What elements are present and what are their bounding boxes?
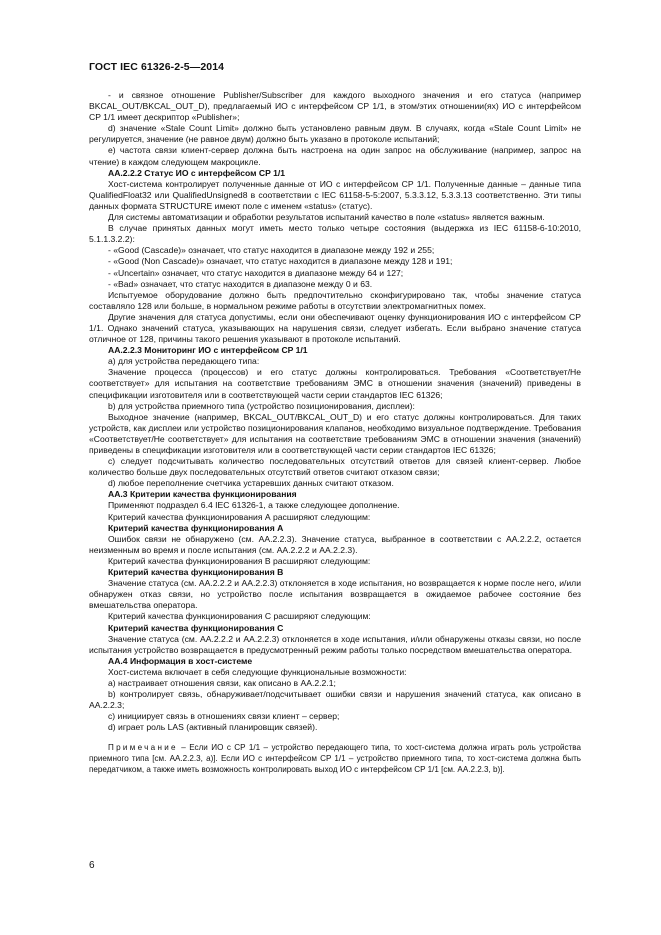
paragraph: Значение процесса (процессов) и его статус должны контролироваться. Требования «Соответствует/Не соответствует» для испытания на соответствие требованиям ЭМС в отношении значения (значений) приведены в спецификации изготовителя или в соответствующей части серии стандартов IEC 61326; [89, 367, 581, 400]
list-item: - «Good (Non Cascade)» означает, что статус находится в диапазоне между 128 и 191; [108, 256, 453, 267]
list-item-d: d) любое переполнение счетчика устаревших данных считают отказом. [108, 478, 394, 489]
list-item-c: c) следует подсчитывать количество последовательных отсутствий ответов для связей клиент-сервер. Любое количество больше двух последовательных отсутствий ответов считают отказом связи; [89, 456, 581, 478]
page-header: ГОСТ IEC 61326-2-5—2014 [89, 61, 225, 73]
list-item: - «Good (Cascade)» означает, что статус находится в диапазоне между 192 и 255; [108, 245, 435, 256]
criterion-heading-b: Критерий качества функционирования В [108, 567, 284, 578]
paragraph: Хост-система контролирует полученные данные от ИО с интерфейсом CP 1/1. Полученные данные – данные типа QualifiedFloat32 или QualifiedUnsigned8 в соответствии с IEC 61158-5-5:2007, 5.3.3.12, 5.3.3.13 соответственно. Эти типы данных формата STRUCTURE имеют поле с именем «status» (статус). [89, 178, 581, 211]
note [89, 743, 581, 775]
list-item-e: e) частота связи клиент-сервер должна быть настроена на один запрос на обслуживание (например, запрос на чтение) в каждом следующем макроцикле. [89, 145, 581, 167]
paragraph: Значение статуса (см. АА.2.2.2 и АА.2.2.3) отклоняется в ходе испытания, и/или обнаружены отказы связи, но после испытания устройство возвращается в предусмотренный режим работы только посредством вмешательства оператора. [89, 633, 581, 655]
list-item-a: a) для устройства передающего типа: [108, 356, 260, 367]
paragraph: Ошибок связи не обнаружено (см. АА.2.2.3). Значение статуса, выбранное в соответствии с АА.2.2.2, остается неизменным во время и после испытания (см. АА.2.2.2 и АА.2.2.3). [89, 533, 581, 555]
section-heading: АА.2.2.2 Статус ИО с интерфейсом CP 1/1 [108, 167, 286, 178]
page-number: 6 [89, 860, 95, 871]
paragraph: Критерий качества функционирования А расширяют следующим: [108, 511, 371, 522]
paragraph: - и связное отношение Publisher/Subscriber для каждого выходного значения и его статуса (например BKCAL_OUT/BKCAL_OUT_D), предлагаемый ИО с интерфейсом CP 1/1, в этом/этих отношении(ях) ИО с интерфейсом CP 1/1 имеет дескриптор «Publisher»; [89, 90, 581, 123]
paragraph: Критерий качества функционирования В расширяют следующим: [108, 555, 371, 566]
paragraph: Для системы автоматизации и обработки результатов испытаний качество в поле «status» является важным. [108, 212, 545, 223]
document-body [89, 90, 581, 776]
list-item-d: d) значение «Stale Count Limit» должно быть установлено равным двум. В случаях, когда «Stale Count Limit» не регулируется, значение (не равное двум) должно быть указано в протоколе испытаний; [89, 123, 581, 145]
list-item-b: b) для устройства приемного типа (устройство позиционирования, дисплеи): [108, 400, 415, 411]
list-item-d: d) играет роль LAS (активный планировщик связей). [108, 722, 318, 733]
list-item-b: b) контролирует связь, обнаруживает/подсчитывает ошибки связи и нарушения значений статуса, как описано в АА.2.2.3; [89, 689, 581, 711]
section-heading: АА.3 Критерии качества функционирования [108, 489, 297, 500]
section-heading: АА.4 Информация в хост-системе [108, 655, 253, 666]
paragraph: Хост-система включает в себя следующие функциональные возможности: [108, 666, 407, 677]
paragraph: Критерий качества функционирования С расширяют следующим: [108, 611, 371, 622]
criterion-heading-c: Критерий качества функционирования С [108, 622, 284, 633]
criterion-heading-a: Критерий качества функционирования А [108, 522, 284, 533]
paragraph: Другие значения для статуса допустимы, если они обеспечивают оценку функционирования ИО с интерфейсом CP 1/1. Однако значений статуса, указывающих на нарушения связи, следует избегать. Если выбрано значение статуса отличное от 128, причины такого решения указывают в протоколе испытаний. [89, 311, 581, 345]
list-item: - «Bad» означает, что статус находится в диапазоне между 0 и 63. [108, 278, 373, 289]
paragraph: Испытуемое оборудование должно быть предпочтительно сконфигурировано так, чтобы значение статуса составляло 128 или больше, в нормальном режиме работы в отсутствии электромагнитных помех. [89, 289, 581, 311]
note-label: Примечание [108, 743, 178, 753]
list-item-c: c) инициирует связь в отношениях связи клиент – сервер; [108, 711, 340, 722]
section-heading: АА.2.2.3 Мониторинг ИО с интерфейсом CP 1/1 [108, 345, 308, 356]
list-item-a: a) настраивает отношения связи, как описано в АА.2.2.1; [108, 677, 336, 688]
note-text: – Если ИО с CP 1/1 – устройство передающего типа, то хост-система должна играть роль устройства приемного типа [см. АА.2.2.3, а)]. Если ИО с интерфейсом CP 1/1 – устройство приемного типа, то хост-система должна быть передатчиком, а также иметь возможность контролировать выход ИО с интерфейсом CP 1/1 [см. АА.2.2.3, b)]. [89, 743, 581, 775]
paragraph: Выходное значение (например, BKCAL_OUT/BKCAL_OUT_D) и его статус должны контролироваться. Для таких устройств, как дисплеи или устройство позиционирования клапанов, необходимо визуальное подтверждение. Требования «Соответствует/Не соответствует» для испытания на соответствие требованиям ЭМС в отношении значения (значений) приведены в спецификации изготовителя или в соответствующей части серии стандартов IEC 61326; [89, 411, 581, 455]
list-item: - «Uncertain» означает, что статус находится в диапазоне между 64 и 127; [108, 267, 404, 278]
paragraph: Применяют подраздел 6.4 IEC 61326-1, а также следующее дополнение. [108, 500, 400, 511]
paragraph: Значение статуса (см. АА.2.2.2 и АА.2.2.3) отклоняется в ходе испытания, но возвращается к норме после него, и/или обнаружен отказ связи, но устройство после испытания возвращается в ожидаемое рабочее состояние без вмешательства оператора. [89, 578, 581, 611]
paragraph: В случае принятых данных могут иметь место только четыре состояния (выдержка из IEC 61158-6-10:2010, 5.1.1.3.2.2): [89, 223, 581, 245]
